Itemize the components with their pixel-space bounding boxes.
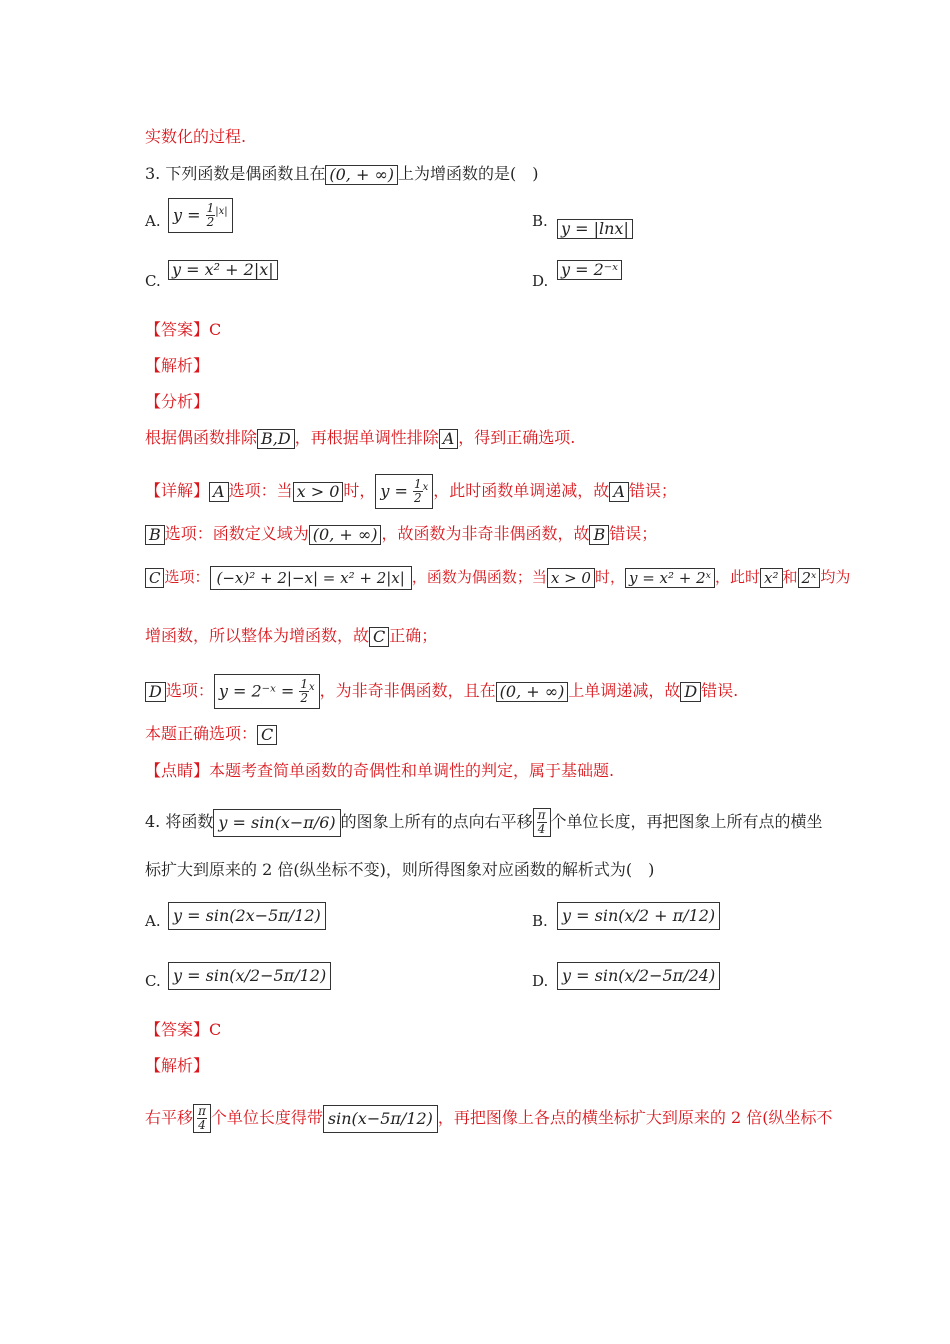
q3-option-a-letter: A.	[145, 212, 161, 230]
q3-detail-b: B 选项：函数定义域为 (0, + ∞) ，故函数为非奇非偶函数，故 B 错误；	[145, 524, 657, 545]
q3-jiexi: 【解析】	[145, 356, 210, 375]
q3-detail-c-line2: 增函数，所以整体为增函数，故 C 正确；	[145, 626, 438, 646]
q3-option-c	[168, 259, 278, 280]
q3-detail-a: 【详解】 A 选项：当 x > 0 时， y = $\frac{1}{2}$ $^x$ ，此时函数单调递减，故 A 错误；	[145, 474, 677, 509]
q4-answer: 【答案】C	[145, 1020, 222, 1039]
intro-line: 实数化的过程.	[145, 127, 247, 146]
q3-detail-c: C 选项： (−x)² + 2|−x| = x² + 2|x| ，函数为偶函数；当 x > 0 时， y = x² + 2ˣ ，此时 x² 和 2ˣ 均为	[145, 566, 850, 590]
q3-fenxi-text: 根据偶函数排除 B,D ，再根据单调性排除 A ，得到正确选项.	[145, 428, 576, 448]
q3-answer: 【答案】C	[145, 320, 222, 339]
q3-option-a	[168, 198, 233, 233]
q4-option-d-letter: D.	[532, 972, 549, 990]
q3-fenxi: 【分析】	[145, 392, 210, 411]
q3-stem-prefix: 3. 下列函数是偶函数且在	[145, 164, 326, 183]
q4-option-c-letter: C.	[145, 972, 161, 990]
q3-option-c-expr: y = x² + 2|x|	[168, 260, 278, 280]
q4-exp-frac: $\frac{\pi}{4}$	[193, 1104, 211, 1133]
q4-stem: 4. 将函数 y = sin(x−π/6) 的图象上所有的点向右平移 $\frac{\pi}{4}$ 个单位长度，再把图象上所有点的横坐	[145, 808, 823, 836]
q3-detail-d: D 选项： y = 2⁻ˣ = $\frac{1}{2}$ $^x$ ，为非奇非偶函数，且在 (0, + ∞) 上单调递减，故 D 错误.	[145, 674, 738, 709]
q3-option-b-expr: y = |lnx|	[557, 219, 633, 239]
q3-fenxi-box-a: A	[439, 429, 459, 449]
q4-stem-frac: $\frac{\pi}{4}$	[533, 808, 551, 837]
q3-stem-interval: (0, + ∞)	[325, 165, 398, 185]
q4-stem-func: y = sin(x−π/6)	[213, 809, 340, 837]
q3-dianjing: 【点睛】本题考查简单函数的奇偶性和单调性的判定，属于基础题.	[145, 761, 615, 780]
q3-option-c-letter: C.	[145, 272, 161, 290]
q4-option-b: y = sin(x/2 + π/12)	[557, 902, 720, 930]
q3-option-d-letter: D.	[532, 272, 549, 290]
q3-option-a-expr: y = $\frac{1}{2}$ $^{|x|}$	[168, 198, 233, 233]
q3-final: 本题正确选项： C	[145, 724, 277, 745]
q3-option-d-expr: y = 2⁻ˣ	[557, 260, 622, 280]
q3-detail-a-func: y = $\frac{1}{2}$ $^x$	[375, 474, 433, 509]
q4-jiexi: 【解析】	[145, 1056, 210, 1075]
q4-stem-line2: 标扩大到原来的 2 倍(纵坐标不变)，则所得图象对应函数的解析式为( )	[145, 860, 655, 879]
q3-option-b-letter: B.	[532, 212, 548, 230]
q3-detail-d-func: y = 2⁻ˣ = $\frac{1}{2}$ $^x$	[214, 674, 320, 709]
q4-explanation: 右平移 $\frac{\pi}{4}$ 个单位长度得带 sin(x−5π/12) ，再把图像上各点的横坐标扩大到原来的 2 倍(纵坐标不	[145, 1104, 833, 1132]
q3-fenxi-box-bd: B,D	[257, 429, 295, 449]
q3-stem-suffix: 上为增函数的是( )	[398, 164, 539, 183]
q3-option-d	[557, 259, 622, 280]
q3-option-b	[557, 218, 633, 239]
q4-option-a: y = sin(2x−5π/12)	[168, 902, 326, 930]
q4-option-d: y = sin(x/2−5π/24)	[557, 962, 720, 990]
q3-stem	[145, 164, 539, 185]
q4-option-b-letter: B.	[532, 912, 548, 930]
q4-option-a-letter: A.	[145, 912, 161, 930]
q4-option-c: y = sin(x/2−5π/12)	[168, 962, 331, 990]
